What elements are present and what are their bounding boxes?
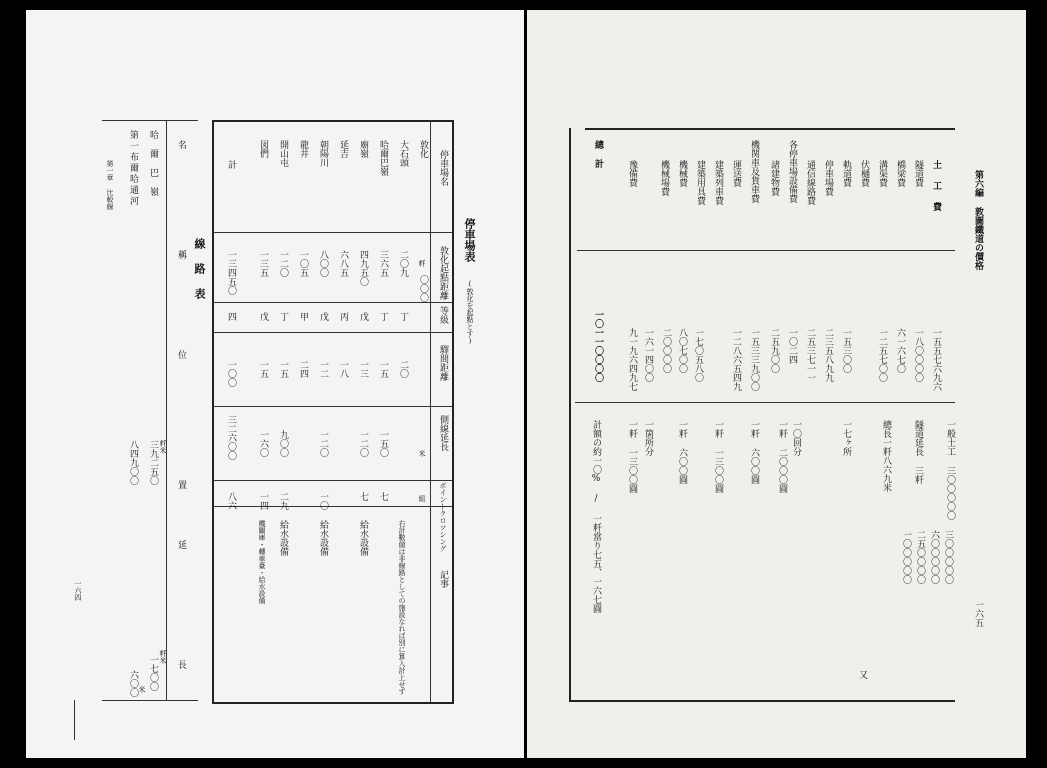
cost-item: 運送費 [731,160,741,187]
station-name: 開山屯 [278,140,288,167]
route-header-length: 稱 [176,250,186,259]
left-page [26,10,524,758]
station-class: 丁 [378,312,388,321]
cost-note: 一〇回分 [791,420,801,456]
cost-note: 一粁 一三〇〇圓 [627,420,637,493]
station-total-remark: 右計數値は非線路としての施設なれば別に算入計上せず [398,520,406,695]
station-total-siding: 三二六〇〇 [226,415,236,460]
cost-amount: 一二八六五四九 [731,328,741,391]
cost-item: 豫備費 [627,160,637,187]
route-header-extension: 延 [176,540,186,549]
station-interval: 一五 [278,360,288,378]
cost-amount: 一五三三九〇〇 [749,328,759,391]
cost-item: 機関車及貨車費 [749,140,759,203]
header-remarks: 記事 [438,570,448,588]
header-name: 停車場名 [438,150,448,186]
side-amount: 一〇〇〇〇〇 [901,530,911,584]
cost-note: 總長一粁八六九米 [881,420,891,492]
station-remark: 給水設備 [278,520,288,556]
cost-amount: 二三五八九九 [823,328,833,382]
station-distance: 六八五 [338,250,348,277]
header-distance: 敦化起點距離 [438,246,448,300]
cost-note: 一箇所分 [643,420,653,456]
right-page-number: 一六五 [973,600,983,627]
station-interval: 一三 [358,360,368,378]
station-points: 七 [378,492,388,501]
cost-amount: 九一九六四九七 [627,328,637,391]
station-interval: 二〇 [398,360,408,378]
station-class: 丁 [278,312,288,321]
route-position-unit: 粁米 [159,440,167,454]
header-points: ポイントクロツシング [439,482,447,552]
footnote-mark: 又 [857,670,867,679]
station-name: 図們 [258,140,268,158]
route-position: 八四九〇〇 [128,440,138,485]
station-class: 戊 [258,312,268,321]
station-class: 戊 [358,312,368,321]
cost-item: 機械費 [677,160,687,187]
cost-total-amount: 一〇一一〇〇〇〇 [593,310,603,382]
cost-total-label: 總計 [593,140,603,178]
station-remark: 給水設備 [318,520,328,556]
header-interval: 驛間距離 [438,345,448,381]
cost-amount: 二〇〇〇〇 [661,328,671,373]
station-siding: 一二〇 [318,430,328,457]
station-total-distance: 一三四五〇 [226,250,236,295]
row-divider [212,406,452,407]
scan-noise [527,10,1026,758]
route-table-bottom [102,700,198,701]
station-distance: 一〇五 [298,250,308,277]
station-distance: 一三五 [258,250,268,277]
cost-item: 建築列車費 [713,160,723,205]
station-total-interval: 一〇〇 [226,360,236,387]
station-siding: 一六〇 [258,430,268,457]
cost-amount: 一五五七六九六 [931,328,941,391]
header-divider [212,232,452,233]
station-distance: 二〇九 [398,250,408,277]
header-siding: 側線延長 [438,415,448,451]
station-name: 龍井 [298,140,308,158]
cost-amount: 二五九〇〇 [769,328,779,373]
cost-note: 一般土工 三〇〇〇〇〇 [945,420,955,520]
station-total-label: 計 [226,160,236,169]
cost-amount: 八〇七〇〇 [677,328,687,373]
route-name: 哈爾巴嶺 [148,130,158,206]
right-chapter-header: 第六編 敦圖鐵道の價格 [973,170,983,270]
station-name: 大石頭 [398,140,408,167]
cost-item: 溝渠費 [877,160,887,187]
route-extension-unit: 米 [138,686,146,693]
station-distance: 三六五 [378,250,388,277]
route-table-title: 線路表 [193,238,206,313]
station-table-title: 停車場表 [463,218,476,262]
row-divider [212,302,452,303]
station-interval: 一五 [258,360,268,378]
station-distance: 四九五〇 [358,250,368,286]
cost-note: 一七ヶ所 [841,420,851,456]
station-points: 二九 [278,492,288,510]
station-siding: 一五〇 [378,430,388,457]
station-distance: 八〇〇 [318,250,328,277]
cost-amount: 一二五七〇〇 [877,328,887,382]
cost-amount: 一五三〇〇 [841,328,851,373]
cost-note: 一粁 一三〇〇圓 [713,420,723,493]
route-name: 第一布爾哈通河 [128,130,138,207]
chapter-footer: 第一章 比較線 [106,160,114,210]
row-divider [212,332,452,333]
side-amount: 六〇〇〇〇〇 [929,530,939,584]
row-divider [212,480,452,481]
station-class: 丙 [338,312,348,321]
route-col-divider [166,120,167,700]
route-extension-unit: 粁米 [159,650,167,664]
station-table [212,120,454,704]
unit-m: 米 [418,450,426,457]
cost-amount: 二五三七一一 [805,328,815,382]
route-header-position: 位 [176,350,186,359]
station-remark: 機關庫・轉車臺・給水設備 [258,520,266,604]
station-remark: 給水設備 [358,520,368,556]
cost-item: 諸建物費 [769,160,779,196]
cost-item: 通信線路費 [805,160,815,205]
station-siding: 一二〇 [358,430,368,457]
station-points: 一四 [258,492,268,510]
cost-item: 建築用具費 [695,160,705,205]
row-divider [212,506,452,507]
station-name: 哈爾巴嶺 [378,140,388,176]
header-class: 等級 [438,306,448,324]
cost-item: 隧道費 [913,160,923,187]
right-page [527,10,1026,758]
station-points: 一〇 [318,492,328,510]
station-siding: 九〇〇 [278,430,288,457]
side-amount: 二五〇〇〇〇 [915,530,925,584]
cost-item: 各停車場設備費 [787,140,797,203]
col-divider [430,120,431,702]
route-header-extension2: 長 [176,660,186,669]
cost-amount: 六一六七〇 [895,328,905,373]
cost-note: 隧道延長 三粁 [913,420,923,484]
station-name: 朝陽川 [318,140,328,167]
station-class: 丁 [398,312,408,321]
station-interval: 一五 [378,360,388,378]
unit-km: 粁 [418,260,426,267]
station-class: 戊 [318,312,328,321]
station-interval: 一八 [338,360,348,378]
cost-note: 一粁 六〇〇圓 [677,420,687,484]
route-extension: 六〇〇 [128,670,138,697]
left-page-number: 一六四 [74,580,82,601]
cost-amount: 一〇二四 [787,328,797,364]
cost-amount: 一六一四〇〇 [643,328,653,382]
station-class: 甲 [298,312,308,321]
cost-item: 土工費 [931,160,941,223]
station-total-class: 四 [226,312,236,321]
cost-note: 一粁 六〇〇圓 [749,420,759,484]
cost-item: 停車場費 [823,160,833,196]
station-name: 敦化 [418,140,428,158]
station-distance: 一二〇 [278,250,288,277]
cost-total-note: 計額の約一〇% / 一粁當り七五、一六七圓 [591,420,601,613]
station-points: 七 [358,492,368,501]
margin-mark [74,700,75,740]
station-name: 延吉 [338,140,348,158]
route-header-name: 名 [176,140,186,149]
side-amount: 三〇〇〇〇〇 [943,530,953,584]
cost-item: 機械場費 [659,160,669,196]
cost-item: 軌道費 [841,160,851,187]
station-interval: 二四 [298,360,308,378]
cost-amount: 一七〇五八〇 [693,328,703,382]
cost-item: 橋梁費 [895,160,905,187]
station-table-title-note: (敦化を起點とす) [466,280,474,345]
cost-amount: 一八〇〇〇〇 [913,328,923,382]
station-total-points: 八六 [226,492,236,510]
cost-note: 一粁 二〇〇〇圓 [777,420,787,493]
cost-item: 伏樋費 [859,160,869,187]
route-position: 三九二五〇 [148,440,158,485]
route-extension: 一七〇〇 [148,655,158,691]
route-header-position2: 置 [176,480,186,489]
station-interval: 一二 [318,360,328,378]
station-distance: 〇〇〇 [418,275,428,302]
unit-set: 組 [418,495,426,502]
station-name: 廟嶺 [358,140,368,158]
route-table-top [102,120,198,121]
